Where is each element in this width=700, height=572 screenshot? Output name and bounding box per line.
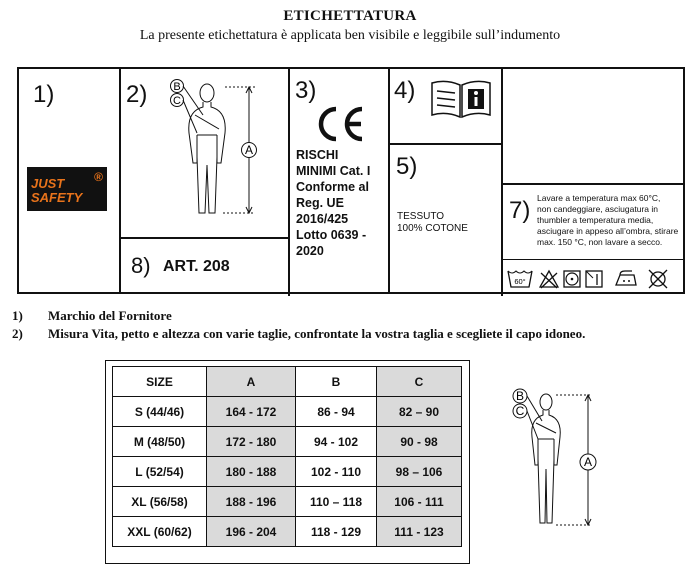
cell-number: 7) <box>509 197 531 224</box>
fabric-composition <box>397 211 468 235</box>
table-cell: M (48/50) <box>113 427 207 457</box>
wash-60-icon <box>507 268 533 290</box>
cell-ce-marking <box>288 67 390 294</box>
marker-b: B <box>173 81 181 93</box>
notes-section <box>12 307 585 343</box>
fabric-line-1: TESSUTO <box>397 211 445 222</box>
table-cell: 180 - 188 <box>207 457 296 487</box>
table-row <box>113 517 462 547</box>
cell-number: 1) <box>33 81 55 108</box>
ce-line: Conforme al <box>296 180 369 194</box>
table-cell: 98 – 106 <box>377 457 462 487</box>
cell-blank <box>501 67 685 185</box>
table-cell: 111 - 123 <box>377 517 462 547</box>
note-item <box>12 325 585 343</box>
care-line: Lavare a temperatura max 60°C, <box>537 193 661 203</box>
ce-line: RISCHI <box>296 148 339 162</box>
table-cell: 110 – 118 <box>296 487 377 517</box>
table-cell: 102 - 110 <box>296 457 377 487</box>
document-title: ETICHETTATURA <box>283 8 417 24</box>
table-cell: 172 - 180 <box>207 427 296 457</box>
table-cell: 90 - 98 <box>377 427 462 457</box>
marker-a: A <box>583 455 593 469</box>
cell-article <box>119 237 290 296</box>
care-symbols <box>501 259 685 297</box>
table-cell: S (44/46) <box>113 397 207 427</box>
just-safety-logo <box>27 167 107 211</box>
note-number: 1) <box>12 308 23 323</box>
table-cell: XXL (60/62) <box>113 517 207 547</box>
marker-c: C <box>173 95 181 107</box>
tumble-dry-icon <box>563 270 581 288</box>
table-cell: 164 - 172 <box>207 397 296 427</box>
no-dry-clean-icon <box>647 268 669 290</box>
table-cell: 86 - 94 <box>296 397 377 427</box>
label-box <box>17 67 685 294</box>
cell-number: 2) <box>126 81 148 108</box>
care-text <box>537 193 682 248</box>
note-item <box>12 307 585 325</box>
iron-icon <box>613 270 639 288</box>
size-table <box>112 366 462 547</box>
ce-line: MINIMI Cat. I <box>296 164 371 178</box>
logo-line-1: JUST <box>31 176 65 191</box>
marker-b: B <box>515 389 525 403</box>
ce-line: Reg. UE <box>296 196 344 210</box>
table-header-row <box>113 367 462 397</box>
note-number: 2) <box>12 326 23 341</box>
ce-conformity-text <box>296 147 370 259</box>
document-subtitle: La presente etichettatura è applicata ben visibile e leggibile sull’indumento <box>139 28 561 43</box>
line-dry-shade-icon <box>585 270 603 288</box>
book-info-icon <box>430 79 492 119</box>
cell-supplier-mark <box>17 67 121 294</box>
table-header: B <box>296 367 377 397</box>
logo-registered-mark: ® <box>94 170 103 184</box>
table-header: A <box>207 367 296 397</box>
table-row <box>113 397 462 427</box>
marker-c: C <box>515 404 525 418</box>
cell-instructions <box>388 67 503 145</box>
table-header: SIZE <box>113 367 207 397</box>
article-code: ART. 208 <box>163 258 230 275</box>
table-row <box>113 427 462 457</box>
ce-mark-icon <box>310 103 370 145</box>
table-cell: 196 - 204 <box>207 517 296 547</box>
cell-size-figure <box>119 67 290 239</box>
ce-line: 2016/425 <box>296 212 349 226</box>
care-line: thumbler a temperatura media, <box>537 215 654 225</box>
cell-number: 3) <box>295 77 317 104</box>
table-cell: 94 - 102 <box>296 427 377 457</box>
table-cell: 188 - 196 <box>207 487 296 517</box>
logo-line-2: SAFETY <box>31 190 83 205</box>
no-bleach-icon <box>539 269 559 289</box>
body-figure-icon <box>159 73 289 233</box>
care-top-box <box>501 183 685 260</box>
table-row <box>113 487 462 517</box>
table-cell: XL (56/58) <box>113 487 207 517</box>
table-cell: 82 – 90 <box>377 397 462 427</box>
note-text: Marchio del Fornitore <box>48 308 172 323</box>
cell-number: 8) <box>131 253 151 278</box>
cell-care <box>501 183 685 296</box>
care-line: max. 150 °C, non lavare a secco. <box>537 237 663 247</box>
table-cell: 118 - 129 <box>296 517 377 547</box>
table-cell: 106 - 111 <box>377 487 462 517</box>
wash-temperature: 60° <box>514 277 526 286</box>
care-line: non candeggiare, asciugatura in <box>537 204 658 214</box>
care-line: asciugare in appeso all’ombra, stirare <box>537 226 679 236</box>
table-header: C <box>377 367 462 397</box>
cell-number: 4) <box>394 77 416 104</box>
cell-fabric <box>388 143 503 296</box>
cell-number: 5) <box>396 153 418 180</box>
measurement-figure-icon <box>500 385 610 535</box>
table-row <box>113 457 462 487</box>
marker-a: A <box>244 143 254 157</box>
table-cell: L (52/54) <box>113 457 207 487</box>
note-text: Misura Vita, petto e altezza con varie taglie, confrontate la vostra taglia e scegliete il capo idoneo. <box>48 326 586 341</box>
ce-line: Lotto 0639 - <box>296 228 367 242</box>
ce-line: 2020 <box>296 244 324 258</box>
fabric-line-2: 100% COTONE <box>397 223 468 234</box>
